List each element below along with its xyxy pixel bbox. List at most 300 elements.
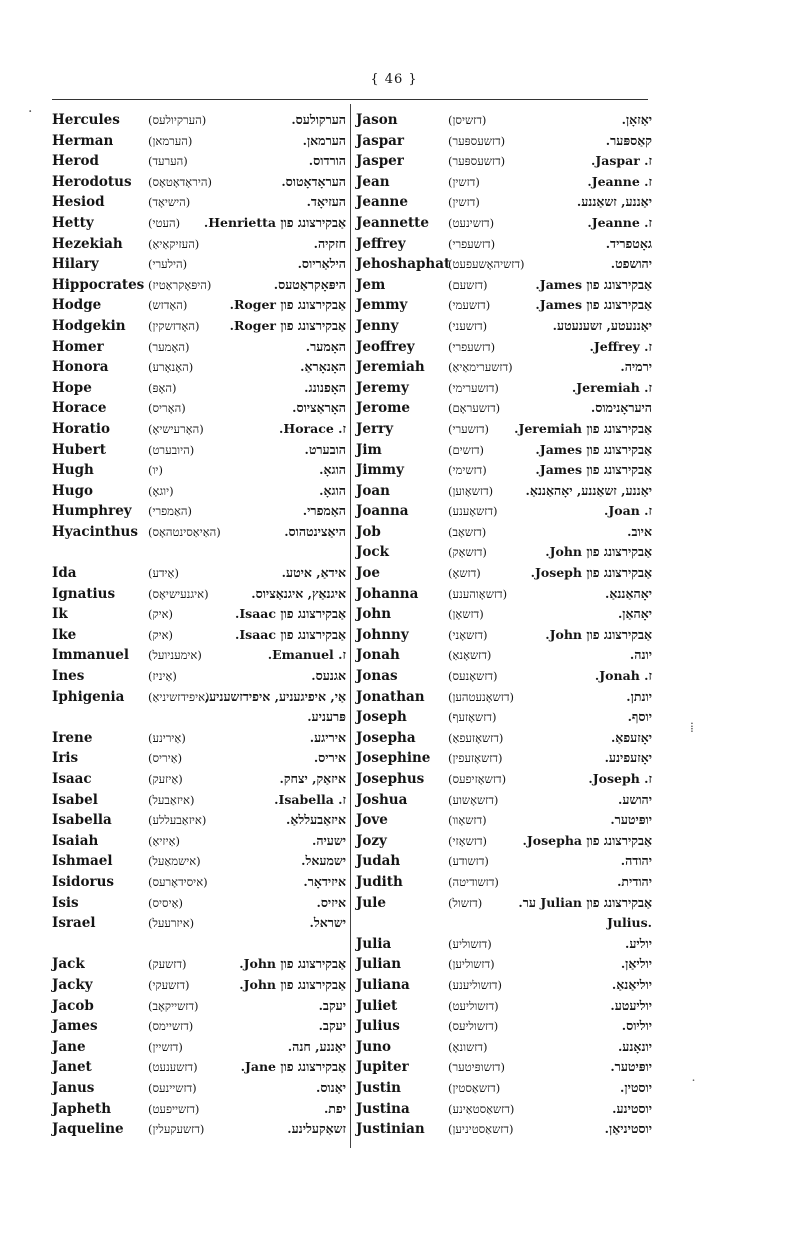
dictionary-entry [356, 604, 652, 625]
english-name: Josephine [356, 750, 431, 767]
pronunciation: (דזשין) [448, 195, 480, 210]
pronunciation: (דזשאָזיפעס) [448, 772, 507, 786]
yiddish-translation: יופּיטער. [610, 812, 652, 828]
dictionary-entry [52, 295, 346, 316]
pronunciation: (דזשענעט) [148, 1060, 198, 1075]
pronunciation: (הערעד) [148, 154, 188, 169]
yiddish-translation: ז. Jeffrey. [589, 338, 652, 354]
dictionary-entry [52, 542, 346, 563]
english-name: Johnny [356, 626, 409, 643]
dictionary-entry [356, 398, 652, 419]
dictionary-entry [356, 501, 652, 522]
dictionary-entry [52, 419, 346, 440]
yiddish-translation: היפּאָקראַטעס. [273, 276, 346, 292]
english-name: Jim [356, 441, 382, 458]
yiddish-translation: אַבקירצונג פון James. [535, 462, 652, 478]
english-name: Herman [52, 132, 114, 149]
yiddish-translation: יוליאַן. [620, 956, 652, 972]
pronunciation: (העזיקאַיאַ) [148, 236, 200, 251]
dictionary-entry [52, 172, 346, 193]
english-name: Jeremy [356, 379, 409, 396]
dictionary-entry [52, 460, 346, 481]
dictionary-entry [356, 337, 652, 358]
yiddish-translation: יאָזעפינע. [604, 750, 652, 766]
yiddish-translation: אַבקירצונג פון James. [535, 441, 652, 457]
yiddish-translation: איריס. [313, 750, 346, 766]
english-name: Immanuel [52, 647, 129, 664]
english-name: Isabella [52, 812, 112, 829]
page-number: { 46 } [370, 72, 418, 87]
dictionary-entry [356, 666, 652, 687]
yiddish-translation: האָפנונג. [304, 379, 346, 395]
pronunciation: (אַיריס) [148, 751, 183, 766]
english-name: Ik [52, 606, 68, 623]
english-name: Jeannette [356, 214, 430, 231]
yiddish-translation: יאַזאָן. [621, 112, 652, 127]
english-name: Hercules [52, 112, 120, 128]
pronunciation: (דזשימי) [448, 463, 487, 478]
english-name: James [52, 1018, 98, 1035]
yiddish-translation: ז. Joan. [603, 503, 652, 519]
pronunciation: (דזשינעט) [448, 215, 495, 230]
pronunciation: (דזשאָנאַ) [448, 648, 492, 663]
yiddish-translation: יאָהאַן. [617, 606, 652, 622]
pronunciation: (איזאַבעללע) [148, 813, 207, 828]
pronunciation: (הערקיולעס) [148, 113, 207, 127]
pronunciation: (דזשאָב) [448, 524, 487, 539]
dictionary-entry [52, 234, 346, 255]
yiddish-translation: ז. Jeanne. [587, 214, 652, 230]
yiddish-translation: יאַננע, זשאַננע, יאָהאַננאַ. [525, 482, 652, 498]
yiddish-translation: יאָהאַננאַ. [604, 585, 652, 601]
english-name: Herodotus [52, 173, 132, 190]
yiddish-translation: יופּיטער. [610, 1059, 652, 1075]
yiddish-translation: ישמעאל. [301, 853, 346, 869]
english-name: Hope [52, 379, 92, 396]
pronunciation: (אימעניועל) [148, 648, 202, 663]
english-name: Joe [356, 565, 380, 582]
dictionary-entry [52, 316, 346, 337]
english-name: Isidorus [52, 873, 115, 890]
dictionary-entry [52, 1037, 346, 1058]
yiddish-translation: יונאָנע. [617, 1038, 652, 1054]
yiddish-translation: ז. Jaspar. [590, 153, 652, 169]
english-name: Horace [52, 400, 107, 417]
dictionary-entry [52, 666, 346, 687]
pronunciation: (דזשעפרי) [448, 236, 496, 251]
yiddish-translation: יאַננע, חנה. [287, 1038, 346, 1054]
english-name: Janet [52, 1059, 92, 1076]
pronunciation: (דזשעספּער) [448, 154, 506, 169]
dictionary-entry [52, 584, 346, 605]
english-name: Hodge [52, 297, 102, 314]
dictionary-entry [356, 1037, 652, 1058]
english-name: Hetty [52, 214, 94, 231]
yiddish-translation: אַבקירצונג פון Jane. [240, 1059, 346, 1075]
pronunciation: (דזשאָ) [448, 566, 481, 581]
pronunciation: (דזשול) [448, 895, 483, 910]
english-name: Job [356, 523, 381, 540]
pronunciation: (דזשופּיטער) [448, 1060, 505, 1075]
dictionary-entry [52, 625, 346, 646]
dictionary-entry [52, 254, 346, 275]
pronunciation: (דזשעקעלין) [148, 1122, 205, 1137]
pronunciation: (האָרעישיאָ) [148, 421, 204, 436]
dictionary-entry [356, 378, 652, 399]
english-name: Honora [52, 359, 109, 376]
yiddish-translation: יוליוס. [621, 1018, 652, 1034]
yiddish-translation: יוסטיניאַן. [604, 1121, 652, 1137]
pronunciation: (דזשערימאַיאַ) [448, 360, 513, 375]
dictionary-entry [52, 934, 346, 955]
english-name: Hugo [52, 482, 94, 499]
yiddish-translation: הובערט. [304, 441, 346, 457]
english-name: Jack [52, 956, 85, 973]
yiddish-translation: אַבקירצונג פון James. [535, 276, 652, 292]
yiddish-translation: איוב. [627, 523, 652, 539]
yiddish-translation: אַבקירצונג פון John. [545, 544, 652, 560]
dictionary-entry [356, 790, 652, 811]
pronunciation: (האַיאַסינטהאָס) [148, 524, 221, 539]
yiddish-translation: יעקב. [318, 1018, 346, 1034]
right-column [356, 110, 652, 1140]
english-name: Iris [52, 750, 79, 767]
english-name: Juliet [356, 997, 398, 1014]
dictionary-entry [356, 542, 652, 563]
dictionary-entry [356, 810, 652, 831]
dictionary-entry [356, 460, 652, 481]
pronunciation: (דזשוליע) [448, 936, 492, 951]
pronunciation: (דזשעמי) [448, 298, 491, 313]
margin-mark: · [28, 104, 33, 120]
dictionary-entry [356, 728, 652, 749]
dictionary-entry [52, 275, 346, 296]
pronunciation: (דזשעראָם) [448, 401, 501, 416]
yiddish-translation: העזיאָד. [306, 194, 346, 210]
pronunciation: (איק) [148, 627, 174, 642]
yiddish-translation: אַבקירצונג פון Isaac. [234, 626, 346, 642]
english-name: Herod [52, 153, 99, 170]
yiddish-translation: הילאַריוס. [297, 256, 346, 272]
english-name: Jerry [356, 420, 394, 437]
yiddish-translation: אַי, איפיגעניע, איפידזשעניע, [204, 688, 346, 704]
dictionary-entry [52, 378, 346, 399]
yiddish-translation: יוסף. [627, 709, 652, 725]
dictionary-entry [52, 872, 346, 893]
dictionary-entry [52, 481, 346, 502]
yiddish-translation: ז. Jeanne. [587, 173, 652, 189]
dictionary-entry [356, 913, 652, 934]
pronunciation: (דזשאָזעפאַ) [448, 730, 504, 745]
dictionary-entry [356, 769, 652, 790]
english-name: Hyacinthus [52, 523, 138, 540]
dictionary-entry [52, 563, 346, 584]
english-name: Justina [356, 1100, 410, 1117]
yiddish-translation: אַבקירצונג פון Isaac. [234, 606, 346, 622]
yiddish-translation: היעראָנימוס. [590, 400, 652, 416]
pronunciation: (דזשיהאָשעפעט) [448, 257, 525, 272]
yiddish-translation: הורדוס. [308, 153, 346, 169]
pronunciation: (האָדזשקין) [148, 318, 200, 333]
english-name: Jaqueline [52, 1121, 124, 1138]
dictionary-entry [356, 1078, 652, 1099]
pronunciation: (האָמער) [148, 339, 190, 354]
dictionary-entry [52, 769, 346, 790]
column-divider [350, 104, 351, 1148]
english-name: Jehoshaphat [356, 256, 451, 273]
pronunciation: (דזשיינעס) [148, 1080, 197, 1095]
dictionary-entry [52, 131, 346, 152]
pronunciation: (דזשעספּער) [448, 133, 506, 148]
pronunciation: (דזשייקאָב) [148, 998, 199, 1013]
dictionary-entry [52, 1119, 346, 1140]
dictionary-entry [356, 831, 652, 852]
pronunciation: (האָפּ) [148, 380, 177, 395]
yiddish-translation: חזקיה. [313, 235, 346, 251]
english-name: Japheth [52, 1100, 112, 1117]
dictionary-entry [52, 151, 346, 172]
english-name: Hugh [52, 462, 94, 479]
pronunciation: (דזשאָני) [448, 627, 488, 642]
yiddish-translation: ז. Emanuel. [267, 647, 346, 663]
english-name: Hesiod [52, 194, 105, 211]
english-name: Jeanne [356, 194, 408, 211]
dictionary-entry [52, 398, 346, 419]
yiddish-translation: אַבקירצונג פון James. [535, 297, 652, 313]
pronunciation: (איפידזשיניאַ) [148, 689, 210, 704]
pronunciation: (דזשאָוו) [448, 813, 487, 828]
yiddish-translation: האַמפרי. [302, 503, 346, 519]
dictionary-entry [356, 584, 652, 605]
dictionary-entry [356, 748, 652, 769]
english-name: Ida [52, 565, 77, 582]
yiddish-translation: איזיס. [316, 894, 346, 910]
english-name: Joanna [356, 503, 409, 520]
english-name: Humphrey [52, 503, 132, 520]
yiddish-translation: איזאַבעללאַ. [286, 812, 346, 828]
pronunciation: (דזשאַסטאַינע) [448, 1101, 515, 1116]
yiddish-translation: הוגאָ. [319, 482, 346, 498]
pronunciation: (דזשעק) [148, 957, 187, 972]
yiddish-translation: קאַספּער. [605, 132, 652, 148]
dictionary-entry [356, 254, 652, 275]
pronunciation: (יו) [148, 463, 163, 478]
pronunciation: (יוגאָ) [148, 483, 174, 498]
yiddish-translation: האָראַציוס. [292, 400, 346, 416]
yiddish-translation: יוליע. [624, 935, 652, 951]
yiddish-translation: יאַננעטע, זשענעטע. [552, 317, 652, 333]
yiddish-translation: ז. Joseph. [588, 771, 652, 786]
pronunciation: (היפּאָקראַטיז) [148, 277, 212, 292]
pronunciation: (דזשיימס) [148, 1019, 194, 1034]
english-name: Joshua [356, 791, 408, 808]
left-column [52, 110, 346, 1140]
english-name: Judith [356, 873, 403, 890]
pronunciation: (אַידע) [148, 566, 179, 581]
english-name: Jason [356, 112, 398, 128]
english-name: Hubert [52, 441, 106, 458]
pronunciation: (דזשיין) [148, 1039, 183, 1054]
english-name: Jupiter [356, 1059, 409, 1076]
pronunciation: (אַירינע) [148, 730, 186, 745]
pronunciation: (דזשוליענע) [448, 977, 502, 992]
dictionary-entry [52, 645, 346, 666]
pronunciation: (האַמפרי) [148, 504, 192, 519]
english-name: Jemmy [356, 297, 408, 314]
yiddish-translation: יוליעטע. [610, 997, 652, 1013]
dictionary-entry [52, 687, 346, 708]
english-name: Josephus [356, 771, 425, 787]
dictionary-entry [52, 192, 346, 213]
yiddish-translation: יוסטין. [620, 1079, 652, 1095]
dictionary-entry [356, 954, 652, 975]
pronunciation: (הישיאָד) [148, 195, 191, 210]
english-name: Isabel [52, 791, 98, 808]
yiddish-translation: אַבקירצונג פון Josepha. [522, 832, 652, 848]
dictionary-entry [356, 1057, 652, 1078]
yiddish-translation: האָמער. [305, 338, 346, 354]
dictionary-entry [52, 707, 346, 728]
yiddish-translation: הערמאן. [302, 132, 346, 148]
yiddish-translation: ירמיה. [620, 359, 652, 375]
margin-mark: ˙ [690, 1078, 697, 1094]
dictionary-entry [356, 687, 652, 708]
dictionary-entry [356, 563, 652, 584]
english-name: Juno [356, 1038, 392, 1055]
pronunciation: (דזשים) [448, 442, 485, 457]
pronunciation: (איגנעישיאָס) [148, 586, 209, 601]
pronunciation: (דזשאָענע) [448, 504, 498, 519]
english-name: Jem [356, 276, 386, 293]
yiddish-translation: יעקב. [318, 997, 346, 1013]
dictionary-entry [356, 625, 652, 646]
pronunciation: (דזשאָוען) [448, 483, 494, 498]
dictionary-entry [356, 316, 652, 337]
yiddish-translation: ז. Horace. [279, 420, 346, 436]
pronunciation: (האָנאָרע) [148, 360, 194, 375]
pronunciation: (איסידאָרעס) [148, 874, 208, 889]
pronunciation: (אַיזעק) [148, 772, 183, 786]
dictionary-entry [356, 131, 652, 152]
english-name: Jacob [52, 997, 94, 1014]
english-name: Iphigenia [52, 688, 125, 705]
pronunciation: (דזשייפעט) [148, 1101, 200, 1116]
english-name: Jeremiah [356, 359, 425, 376]
english-name: Jock [356, 544, 389, 561]
yiddish-translation: יונתן. [626, 688, 652, 704]
pronunciation: (דזשאָשוע) [448, 792, 499, 807]
english-name: Jove [356, 812, 388, 829]
yiddish-translation: אַבקירצונג פון Roger. [229, 317, 346, 333]
english-name: Jonathan [356, 688, 425, 705]
dictionary-entry [356, 645, 652, 666]
yiddish-translation: אַבקירצונג פון John. [239, 956, 346, 972]
english-name: Josepha [356, 729, 416, 746]
pronunciation: (העטי) [148, 215, 181, 230]
english-name: Joan [356, 482, 390, 499]
english-name: Ike [52, 626, 77, 643]
english-name: Justin [356, 1079, 401, 1096]
dictionary-entry [356, 522, 652, 543]
yiddish-translation: ז. Jonah. [594, 668, 652, 684]
english-name: Isaac [52, 771, 92, 787]
english-name: Jonah [356, 647, 400, 664]
dictionary-entry [356, 872, 652, 893]
yiddish-translation: ז. Jeremiah. [571, 379, 652, 395]
english-name: Jonas [356, 668, 398, 685]
pronunciation: (האָדזש) [148, 298, 188, 313]
yiddish-translation: אַבקירצונג פון Julian ער. [518, 894, 652, 910]
pronunciation: (דזשוליעט) [448, 998, 499, 1013]
dictionary-entry [52, 213, 346, 234]
pronunciation: (איזרעעל) [148, 916, 195, 931]
english-name: Juliana [356, 976, 410, 993]
pronunciation: (היראָדאָטאָס) [148, 174, 212, 189]
pronunciation: (אישמאַעל) [148, 854, 201, 869]
dictionary-entry [356, 419, 652, 440]
english-name: Horatio [52, 420, 110, 437]
yiddish-translation: גאָטפריד. [605, 235, 652, 251]
english-name: Isis [52, 894, 79, 911]
dictionary-entry [356, 192, 652, 213]
dictionary-entry [356, 275, 652, 296]
dictionary-entry [356, 1099, 652, 1120]
yiddish-translation: איגנאַץ, איגנאַציוס. [251, 585, 346, 601]
yiddish-translation: יהודית. [617, 873, 652, 889]
yiddish-translation: אגנעס. [311, 668, 346, 684]
english-name: Jeoffrey [356, 338, 415, 355]
dictionary-entry [52, 501, 346, 522]
yiddish-translation: יוסטינע. [612, 1100, 652, 1116]
pronunciation: (דזשוליעס) [448, 1019, 499, 1034]
dictionary-entry [356, 172, 652, 193]
pronunciation: (דזשאָזעף) [448, 710, 497, 725]
english-name: Jasper [356, 153, 404, 170]
pronunciation: (דזשערי) [448, 421, 490, 436]
pronunciation: (דזשאָזי) [448, 833, 487, 848]
yiddish-translation: העראָדאָטוס. [281, 173, 346, 189]
yiddish-translation: יהודה. [620, 853, 652, 869]
yiddish-translation: יאַננע, זשאַננע. [576, 194, 652, 210]
english-name: Jacky [52, 976, 93, 993]
yiddish-translation: יונה. [629, 647, 652, 663]
english-name: Jimmy [356, 462, 404, 479]
dictionary-entry [356, 1016, 652, 1037]
dictionary-entry [356, 234, 652, 255]
yiddish-translation: אַבקירצונג פון John. [239, 976, 346, 992]
english-name: Justinian [356, 1121, 425, 1138]
english-name: Jeffrey [356, 235, 406, 252]
yiddish-translation: אַבקירצונג פון Joseph. [530, 565, 652, 581]
yiddish-translation: אַבקירצונג פון Henrietta. [203, 214, 346, 230]
english-name: Julius [356, 1018, 400, 1035]
yiddish-translation: ז. Isabella. [274, 791, 346, 807]
pronunciation: (איק) [148, 607, 174, 622]
english-name: Julian [356, 956, 402, 973]
pronunciation: (דזשאַסטיניען) [448, 1122, 514, 1137]
yiddish-translation: האָנאָראַ. [300, 359, 346, 375]
english-name: Irene [52, 729, 93, 746]
dictionary-entry [52, 337, 346, 358]
yiddish-translation: אַבקירצונג פון Roger. [229, 297, 346, 313]
yiddish-translation: יאַנוס. [315, 1079, 346, 1095]
pronunciation: (דזשעני) [448, 318, 488, 333]
dictionary-entry [356, 151, 652, 172]
yiddish-translation: אידאַ, איטע. [281, 565, 346, 581]
yiddish-translation: יאָזעפאַ. [610, 729, 652, 745]
yiddish-translation: הערקולעס. [291, 112, 346, 127]
dictionary-entry [356, 481, 652, 502]
